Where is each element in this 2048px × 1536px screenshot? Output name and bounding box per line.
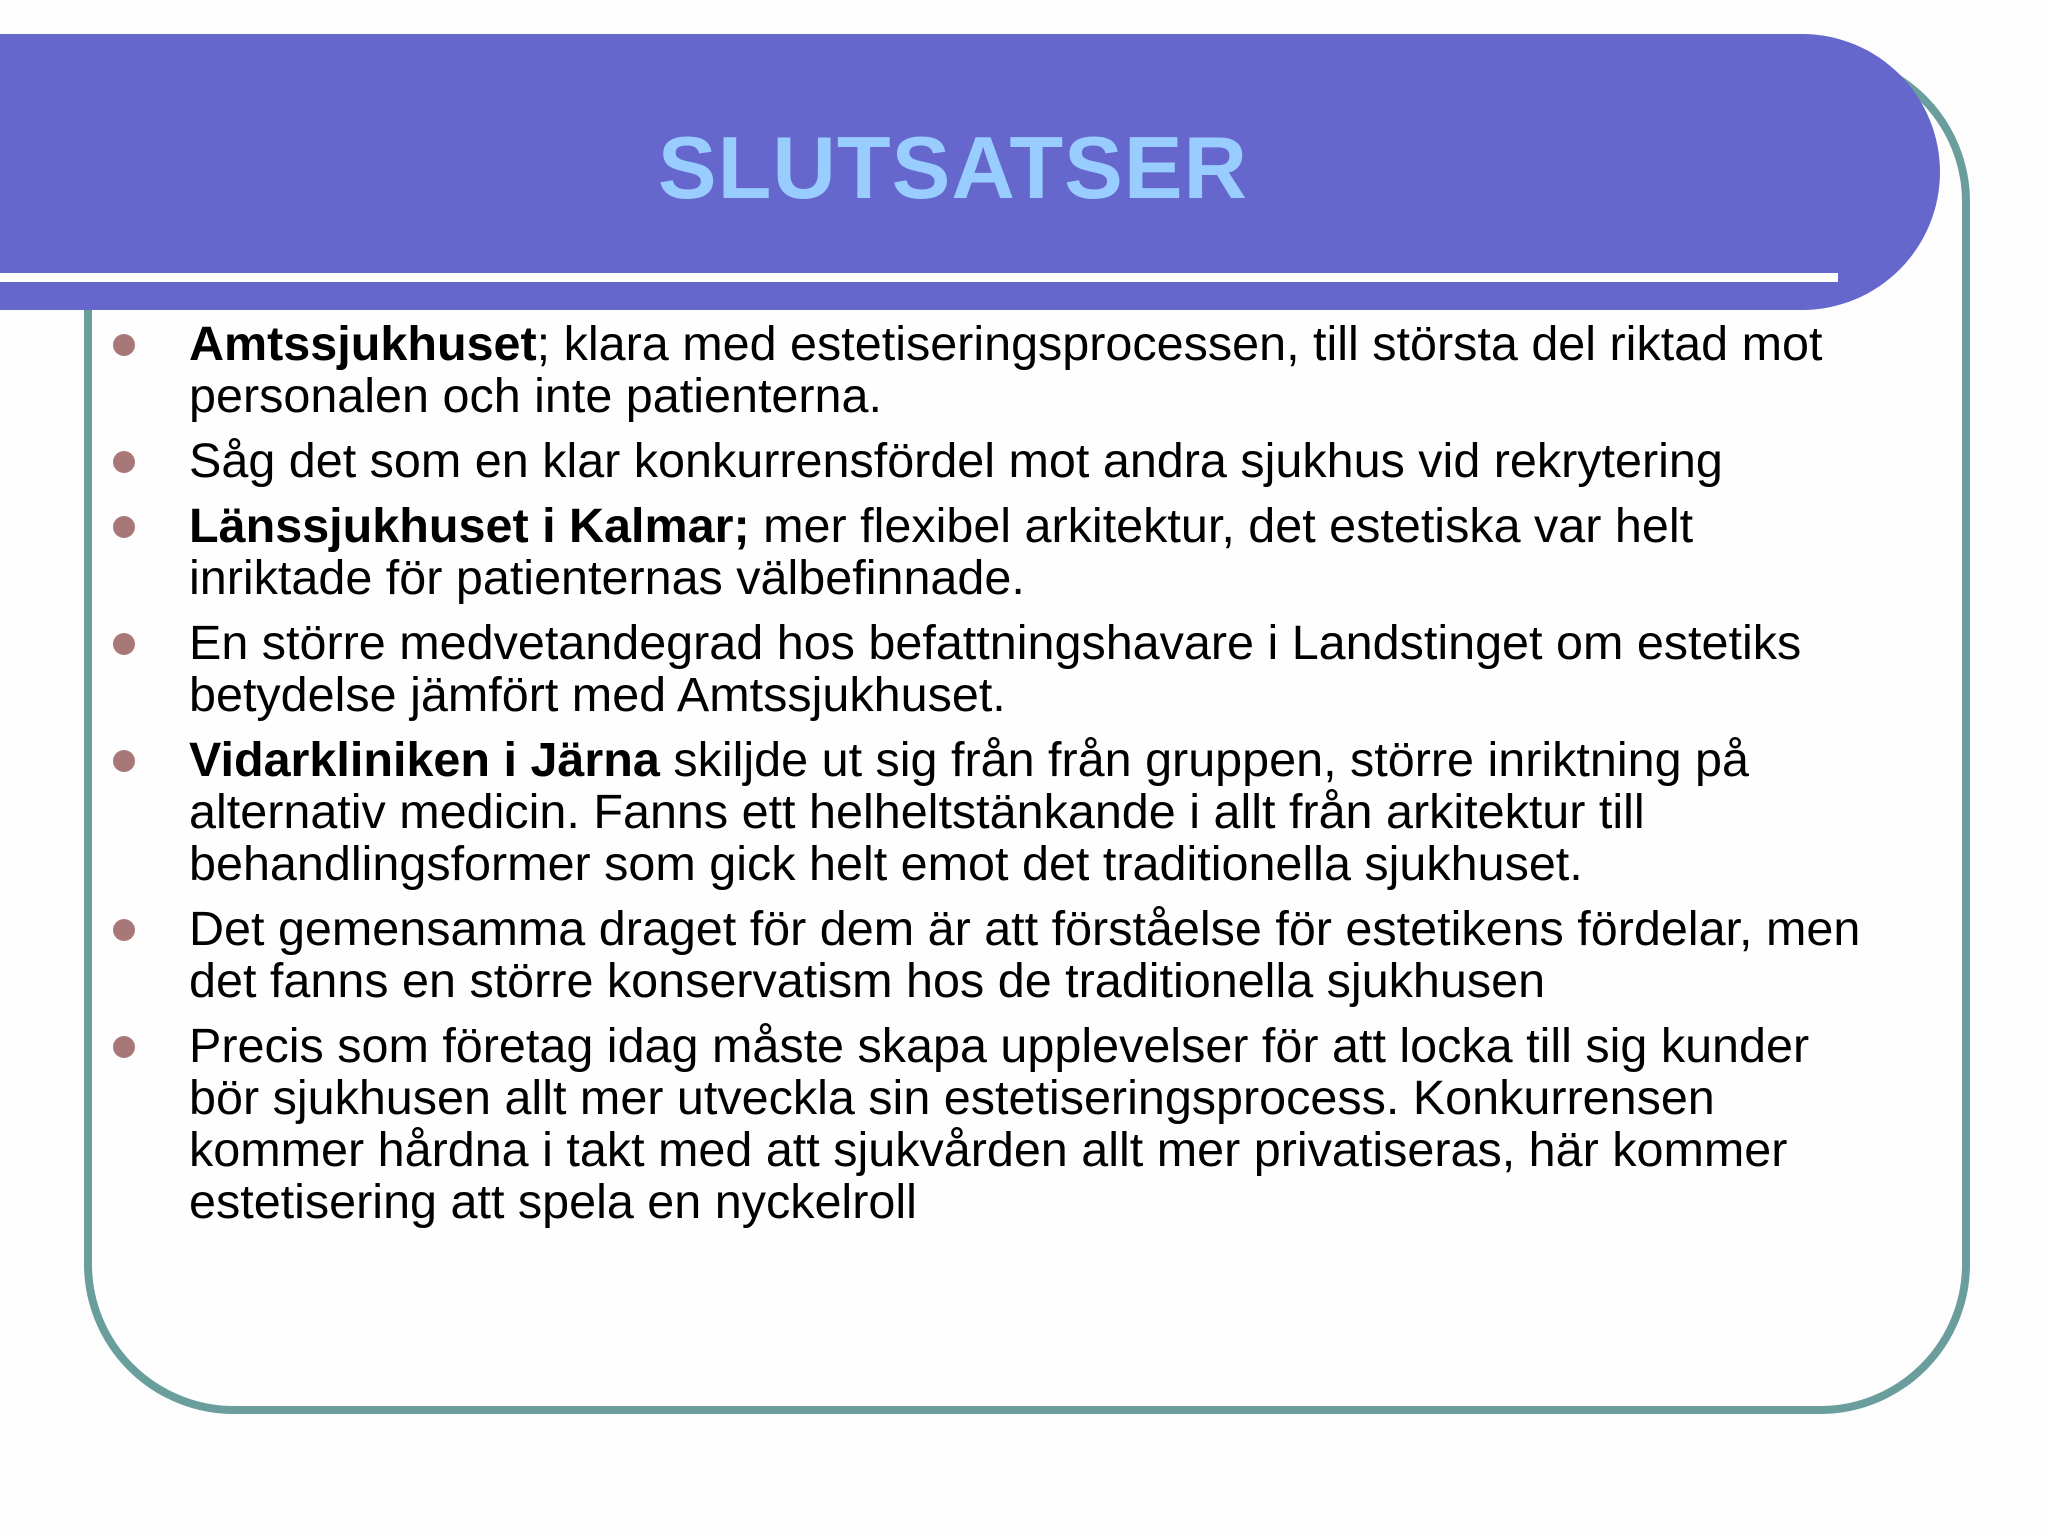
bullet-item <box>108 903 1888 1007</box>
bullet-dot-icon <box>113 633 135 655</box>
bullet-text <box>189 1019 1809 1229</box>
bullet-list <box>108 318 1888 1241</box>
bullet-item <box>108 435 1888 487</box>
bullet-text <box>189 902 1860 1008</box>
bullet-dot-icon <box>113 516 135 538</box>
bullet-text <box>189 733 1749 891</box>
bullet-body-text: skiljde ut sig från från gruppen, större inriktning på alternativ medicin. Fanns ett helheltstänkande i allt från arkitektur till behandlingsformer som gick helt emot det traditionella sjukhuset. <box>189 733 1749 891</box>
bullet-text <box>189 499 1693 605</box>
bullet-bold-text: Länssjukhuset i Kalmar; <box>189 499 750 553</box>
bullet-body-text: Såg det som en klar konkurrensfördel mot andra sjukhus vid rekrytering <box>189 434 1723 488</box>
bullet-item <box>108 1020 1888 1228</box>
bullet-body-text: Precis som företag idag måste skapa upplevelser för att locka till sig kunder bör sjukhusen allt mer utveckla sin estetiseringsprocess. Konkurrensen kommer hårdna i takt med att sjukvården allt mer privatiseras, här kommer estetisering att spela en nyckelroll <box>189 1019 1810 1229</box>
bullet-item <box>108 734 1888 890</box>
bullet-bold-text: Amtssjukhuset <box>189 317 537 371</box>
bullet-bold-text: Vidarkliniken i Järna <box>189 733 660 787</box>
bullet-item <box>108 617 1888 721</box>
bullet-body-text: Det gemensamma draget för dem är att förståelse för estetikens fördelar, men det fanns en större konservatism hos de traditionella sjukhusen <box>189 902 1861 1008</box>
bullet-dot-icon <box>113 919 135 941</box>
bullet-text <box>189 434 1723 488</box>
bullet-dot-icon <box>113 334 135 356</box>
bullet-body-text: mer flexibel arkitektur, det estetiska var helt inriktade för patienternas välbefinnade. <box>189 499 1694 605</box>
bullet-dot-icon <box>113 1036 135 1058</box>
bullet-body-text: En större medvetandegrad hos befattningshavare i Landstinget om estetiks betydelse jämfört med Amtssjukhuset. <box>189 616 1802 722</box>
bullet-item <box>108 500 1888 604</box>
bullet-dot-icon <box>113 451 135 473</box>
bullet-dot-icon <box>113 750 135 772</box>
bullet-item <box>108 318 1888 422</box>
slide-title: SLUTSATSER <box>657 118 1249 217</box>
title-divider <box>0 273 1838 282</box>
bullet-text <box>189 616 1801 722</box>
bullet-body-text: ; klara med estetiseringsprocessen, till största del riktad mot personalen och inte patienterna. <box>189 317 1823 423</box>
bullet-text <box>189 317 1822 423</box>
